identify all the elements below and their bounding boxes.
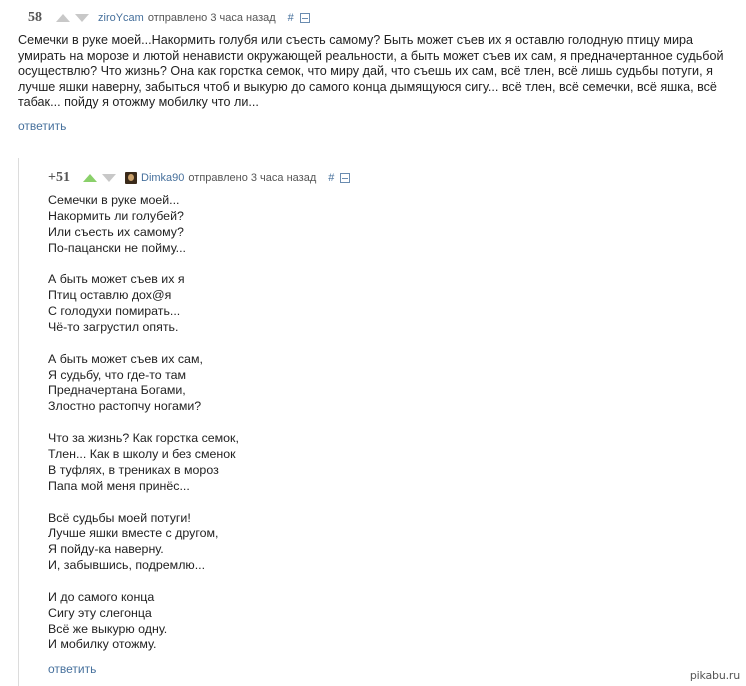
poem-line: Предначертана Богами, (48, 383, 186, 398)
poem-line: Всё судьбы моей потуги! (48, 510, 191, 525)
poem-line: По-пацански не пойму... (48, 240, 186, 255)
poem-line: Тлен... Как в школу и без сменок (48, 446, 236, 461)
poem-line: Сигу эту слегонца (48, 605, 152, 620)
comment-rating: +51 (48, 170, 70, 185)
poem-line: Злостно растопчу ногами? (48, 399, 202, 414)
vote-down-icon[interactable] (102, 174, 116, 182)
poem-line: Чё-то загрустил опять. (48, 319, 179, 334)
collapse-minus-icon[interactable] (300, 13, 310, 23)
poem-line: Накормить ли голубей? (48, 208, 184, 223)
vote-up-icon[interactable] (83, 174, 97, 182)
avatar[interactable] (125, 172, 137, 184)
comment-header (28, 10, 310, 26)
comment-author[interactable]: ziroYcam (98, 12, 144, 24)
poem-line: Я пойду-ка наверну. (48, 542, 164, 557)
watermark: pikabu.ru (689, 669, 740, 682)
poem-line: В туфлях, в трениках в мороз (48, 462, 219, 477)
poem-stanza (48, 590, 688, 653)
comment-header (48, 170, 350, 186)
comment-timestamp: отправлено 3 часа назад (188, 172, 317, 184)
vote-down-icon[interactable] (75, 14, 89, 22)
poem-line: Лучше яшки вместе с другом, (48, 526, 219, 541)
comment-author[interactable]: Dimka90 (141, 172, 185, 184)
poem-line: Всё же выкурю одну. (48, 621, 168, 636)
poem-line: Семечки в руке моей... (48, 193, 180, 207)
collapse-minus-icon[interactable] (340, 173, 350, 183)
poem-line: С голодухи помирать... (48, 304, 181, 319)
comment-body: Семечки в руке моей...Накормить голубя или съесть самому? Быть может съев их я оставлю голодную птицу мира умирать на морозе и лютой ненависти окружающей реальности, а быть может съев их сам, я предначертанное судьбой осуществлю? Что жизнь? Она как горстка семок, что миру дай, что съешь их сам, всё тлен, всё лишь судьбы потуги, я лучше яшки наверну, забыться чтоб и выкурю до самого конца дымящуюся сигу... всё тлен, всё семечки, всё яшка, всё табак... пойду я отожму мобилку что ли... (18, 33, 724, 109)
vote-up-icon[interactable] (56, 14, 70, 22)
poem-line: И до самого конца (48, 589, 155, 604)
comment-body (48, 193, 688, 653)
poem-line: И, забывшись, подремлю... (48, 558, 206, 573)
thread-line (18, 158, 19, 686)
poem-line: Что за жизнь? Как горстка семок, (48, 431, 239, 446)
poem-line: Я судьбу, что где-то там (48, 367, 187, 382)
permalink-hash[interactable]: # (287, 12, 294, 24)
poem-stanza (48, 431, 688, 494)
poem-stanza (48, 511, 688, 574)
reply-link[interactable]: ответить (18, 119, 67, 133)
poem-line: А быть может съев их я (48, 272, 185, 287)
poem-line: Папа мой меня принёс... (48, 478, 190, 493)
poem-line: И мобилку отожму. (48, 637, 157, 652)
poem-line: Или съесть их самому? (48, 224, 184, 239)
comment-timestamp: отправлено 3 часа назад (147, 12, 276, 24)
poem-stanza (48, 272, 688, 335)
poem-stanza (48, 193, 688, 256)
reply-link[interactable]: ответить (48, 662, 97, 676)
poem-line: А быть может съев их сам, (48, 351, 203, 366)
comment-rating: 58 (28, 10, 42, 25)
poem-stanza (48, 352, 688, 415)
poem-line: Птиц оставлю дох@я (48, 288, 172, 303)
permalink-hash[interactable]: # (328, 172, 335, 184)
